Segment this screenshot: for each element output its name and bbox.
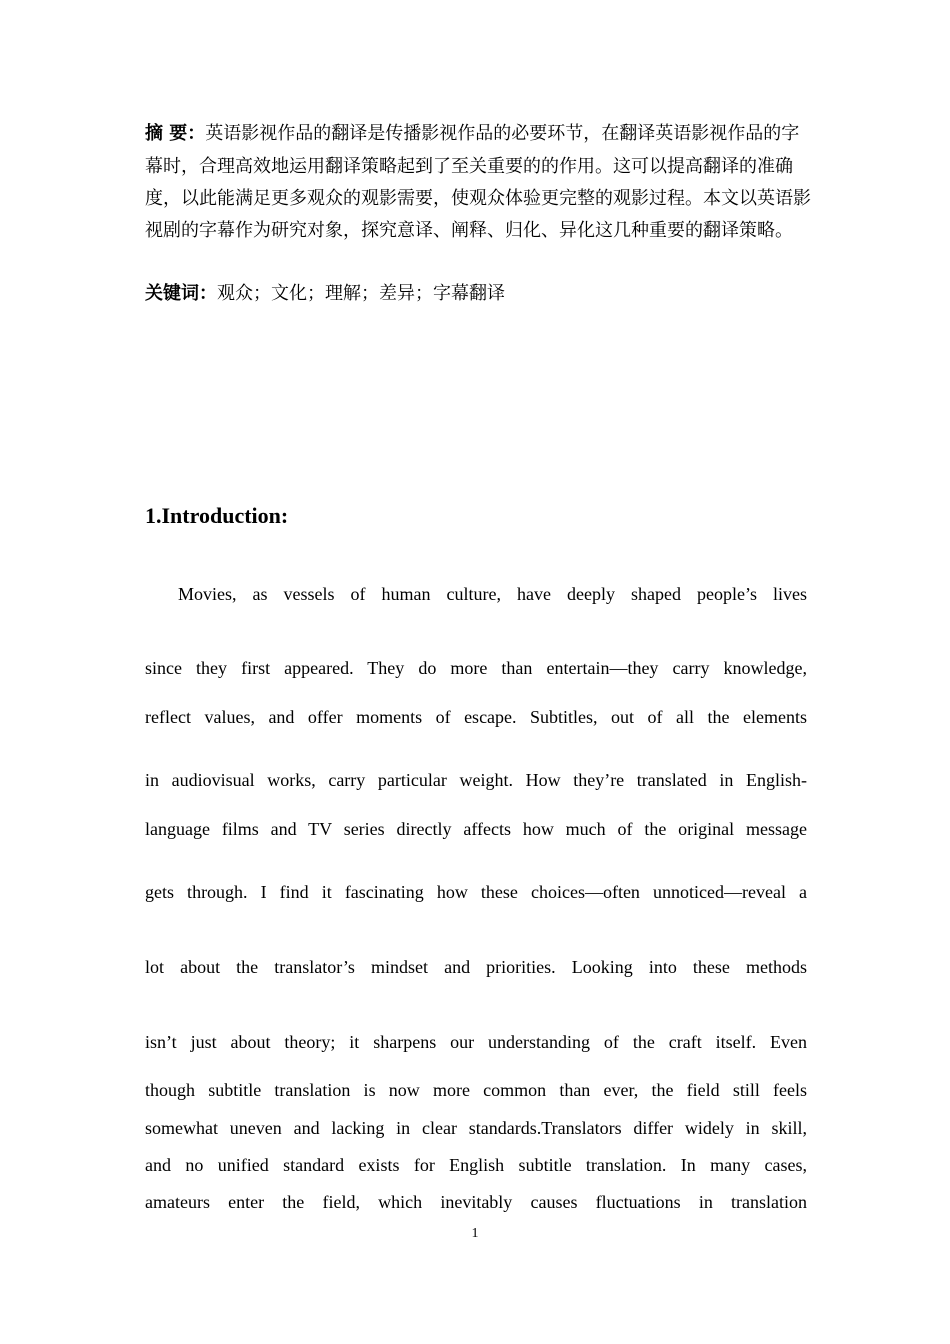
body-line: somewhat uneven and lacking in clear standards.Translators differ widely in skill,: [145, 1118, 807, 1138]
keywords-label: 关键词：: [145, 283, 217, 304]
page-number: 1: [471, 1226, 479, 1241]
body-line: lot about the translator’s mindset and priorities. Looking into these methods: [145, 957, 807, 977]
keywords-paragraph: [145, 277, 815, 310]
body-line: Movies, as vessels of human culture, have deeply shaped people’s lives: [178, 584, 807, 604]
abstract-text: 英语影视作品的翻译是传播影视作品的必要环节，在翻译英语影视作品的字幕时，合理高效地运用翻译策略起到了至关重要的的作用。这可以提高翻译的准确度，以此能满足更多观众的观影需要，使观众体验更完整的观影过程。本文以英语影视剧的字幕作为研究对象，探究意译、阐释、归化、异化这几种重要的翻译策略。: [145, 123, 811, 240]
body-line: language films and TV series directly affects how much of the original message: [145, 819, 807, 839]
body-line: since they first appeared. They do more than entertain—they carry knowledge,: [145, 658, 807, 678]
body-line: amateurs enter the field, which inevitably causes fluctuations in translation: [145, 1192, 807, 1212]
body-line: in audiovisual works, carry particular weight. How they’re translated in English-: [145, 770, 807, 790]
body-line: reflect values, and offer moments of escape. Subtitles, out of all the elements: [145, 707, 807, 727]
body-line: though subtitle translation is now more common than ever, the field still feels: [145, 1080, 807, 1100]
body-line: and no unified standard exists for English subtitle translation. In many cases,: [145, 1155, 807, 1175]
section-heading: 1.Introduction:: [145, 503, 289, 528]
keywords-text: 观众；文化；理解；差异；字幕翻译: [217, 283, 505, 303]
abstract-paragraph: [145, 117, 815, 246]
body-line: gets through. I find it fascinating how these choices—often unnoticed—reveal a: [145, 882, 807, 902]
body-line: isn’t just about theory; it sharpens our understanding of the craft itself. Even: [145, 1032, 807, 1052]
abstract-label: 摘 要：: [145, 123, 206, 144]
